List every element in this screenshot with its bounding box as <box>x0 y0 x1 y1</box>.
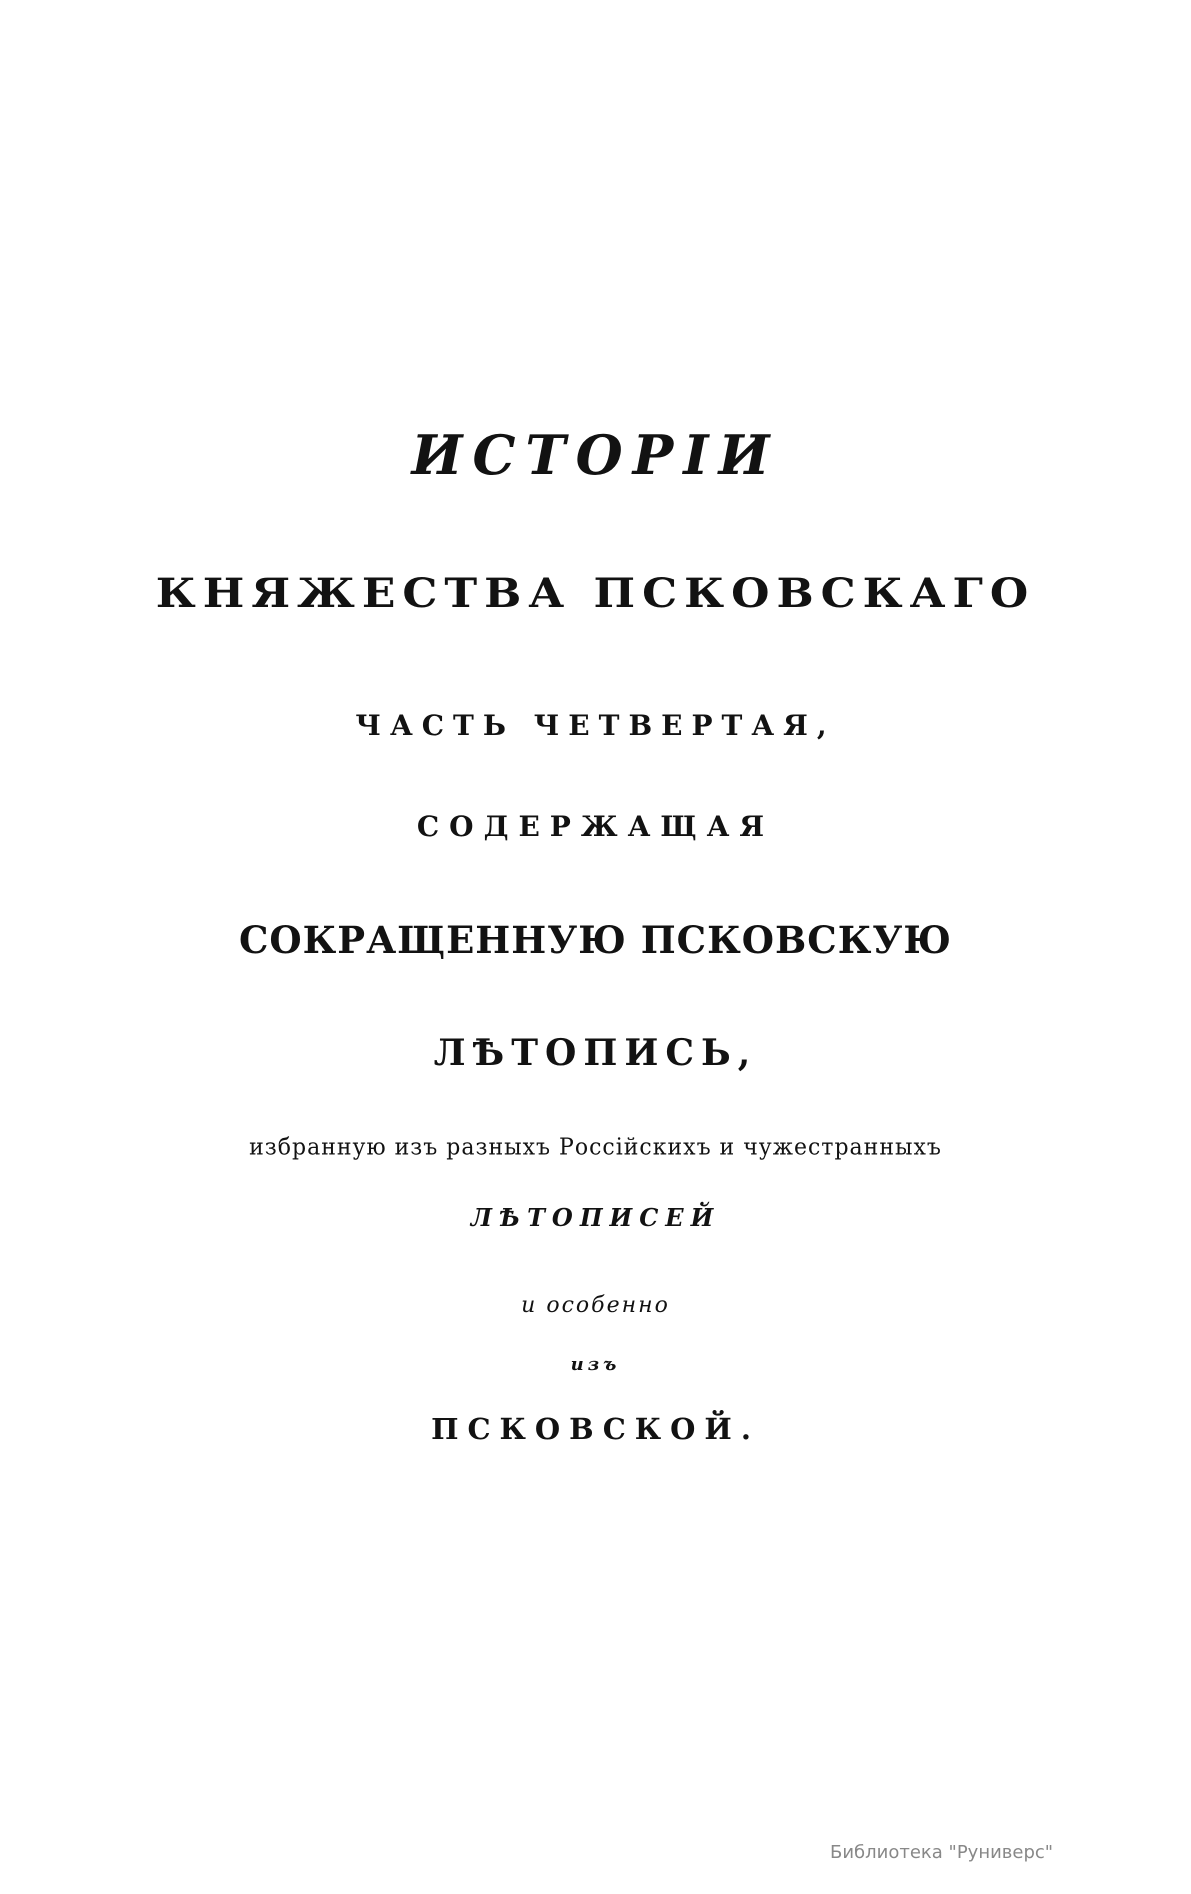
from-label: изъ <box>570 1354 621 1375</box>
containing-label: СОДЕРЖАЩАЯ <box>416 810 775 843</box>
book-subtitle: КНЯЖЕСТВА ПСКОВСКАГО <box>155 570 1036 617</box>
book-title: ИСТОРІИ <box>411 423 780 487</box>
especially-label: и особенно <box>521 1293 670 1318</box>
selected-from-line: избранную изъ разныхъ Россійскихъ и чужестранныхъ <box>249 1134 942 1161</box>
chronicle-label: ЛѢТОПИСЬ, <box>433 1032 758 1074</box>
shortened-pskov-label: СОКРАЩЕННУЮ ПСКОВСКУЮ <box>238 918 953 962</box>
chronicles-label: ЛѢТОПИСЕЙ <box>470 1203 721 1232</box>
pskov-label: ПСКОВСКОЙ. <box>431 1412 760 1446</box>
library-watermark: Библиотека "Руниверс" <box>830 1842 1054 1863</box>
part-number: ЧАСТЬ ЧЕТВЕРТАЯ, <box>355 709 836 742</box>
